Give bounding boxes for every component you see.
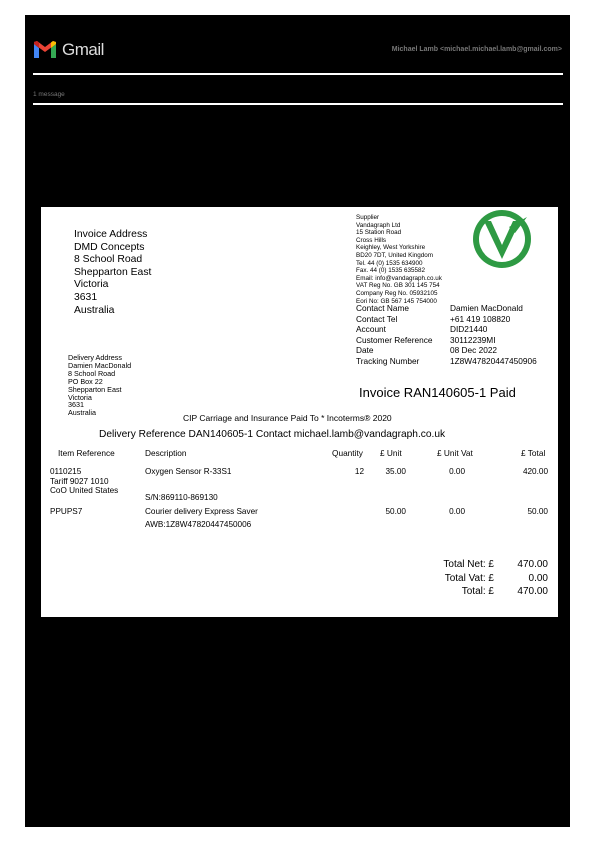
delivery-line: 3631 bbox=[68, 400, 84, 410]
supplier-line: Vandagraph Ltd bbox=[356, 221, 401, 229]
supplier-line: Email: info@vandagraph.co.uk bbox=[356, 274, 442, 282]
detail-value: DID21440 bbox=[450, 324, 488, 335]
supplier-line: Eori No: GB 567 145 754000 bbox=[356, 297, 437, 305]
delivery-line: 8 School Road bbox=[68, 368, 116, 378]
item-unit-vat: 0.00 bbox=[449, 507, 465, 516]
total-net-label: Total Net: £ bbox=[443, 559, 494, 570]
total-vat-value: 0.00 bbox=[528, 572, 548, 584]
delivery-line: PO Box 22 bbox=[68, 376, 103, 386]
vandagraph-logo-icon bbox=[471, 207, 533, 272]
detail-value: Damien MacDonald bbox=[450, 303, 523, 313]
supplier-line: Fax. 44 (0) 1535 635582 bbox=[356, 267, 425, 275]
total-vat-label: Total Vat: £ bbox=[444, 572, 494, 584]
item-serial: S/N:869110-869130 bbox=[145, 493, 218, 502]
item-total: 420.00 bbox=[522, 467, 548, 476]
totals-labels bbox=[443, 558, 494, 599]
totals-values bbox=[517, 558, 548, 599]
detail-value: 30112239MI bbox=[450, 334, 496, 345]
detail-label: Date bbox=[356, 345, 374, 356]
detail-value: +61 419 108820 bbox=[450, 313, 511, 324]
col-header-total: £ Total bbox=[521, 448, 546, 458]
supplier-block bbox=[356, 214, 442, 305]
col-header-description: Description bbox=[145, 448, 187, 458]
details-labels bbox=[356, 303, 433, 367]
message-count: 1 message bbox=[33, 91, 65, 98]
supplier-line: Cross Hills bbox=[356, 236, 387, 244]
item-quantity: 12 bbox=[354, 467, 364, 476]
delivery-line: Shepparton East bbox=[68, 384, 122, 394]
invoice-document bbox=[41, 207, 558, 617]
invoice-title: Invoice RAN140605-1 Paid bbox=[359, 385, 516, 400]
header-divider bbox=[33, 73, 563, 75]
bill-line: DMD Concepts bbox=[74, 241, 145, 253]
supplier-line: Tel. 44 (0) 1535 634900 bbox=[356, 259, 423, 267]
detail-value: 1Z8W47820447450906 bbox=[450, 355, 537, 366]
col-header-item-ref: Item Reference bbox=[58, 448, 115, 458]
total-net-value: 470.00 bbox=[517, 559, 548, 570]
item-tariff: Tariff 9027 1010 bbox=[50, 476, 109, 486]
invoice-address-block bbox=[74, 229, 151, 317]
detail-label: Account bbox=[356, 324, 386, 335]
bill-line: Shepparton East bbox=[74, 266, 152, 278]
bill-line: Victoria bbox=[74, 279, 109, 291]
gmail-wordmark: Gmail bbox=[62, 40, 104, 59]
supplier-line: Company Reg No. 05932105 bbox=[356, 289, 438, 297]
subject-divider bbox=[33, 103, 563, 105]
grand-total-value: 470.00 bbox=[517, 586, 548, 597]
gmail-m-icon bbox=[33, 40, 57, 60]
delivery-line: Victoria bbox=[68, 392, 92, 402]
col-header-quantity: Quantity bbox=[332, 448, 363, 458]
item-origin: CoO United States bbox=[50, 486, 119, 495]
supplier-line: Supplier bbox=[356, 214, 380, 221]
supplier-line: Keighley, West Yorkshire bbox=[356, 244, 426, 252]
incoterms-line: CIP Carriage and Insurance Paid To * Incoterms® 2020 bbox=[183, 413, 392, 423]
item-unit-vat: 0.00 bbox=[449, 467, 465, 476]
item-unit-price: 35.00 bbox=[385, 467, 406, 476]
col-header-unit: £ Unit bbox=[380, 448, 402, 458]
detail-label: Contact Tel bbox=[356, 313, 398, 324]
detail-label: Customer Reference bbox=[356, 334, 433, 345]
detail-value: 08 Dec 2022 bbox=[450, 345, 498, 356]
item-description: Oxygen Sensor R-33S1 bbox=[145, 467, 232, 476]
item-awb: AWB:1Z8W47820447450006 bbox=[145, 520, 252, 529]
item-total: 50.00 bbox=[527, 507, 548, 516]
delivery-reference: Delivery Reference DAN140605-1 Contact michael.lamb@vandagraph.co.uk bbox=[99, 429, 446, 440]
item-unit-price: 50.00 bbox=[385, 507, 406, 516]
delivery-line: Damien MacDonald bbox=[68, 360, 132, 370]
table-row-ref bbox=[50, 467, 118, 496]
supplier-line: 15 Station Road bbox=[356, 229, 402, 237]
supplier-line: VAT Reg No. GB 301 145 754 bbox=[356, 282, 440, 290]
bill-line: 8 School Road bbox=[74, 254, 143, 266]
item-description: Courier delivery Express Saver bbox=[145, 507, 258, 516]
supplier-line: BD20 7DT, United Kingdom bbox=[356, 251, 434, 259]
delivery-line: Delivery Address bbox=[68, 353, 122, 362]
detail-label: Tracking Number bbox=[356, 355, 420, 366]
item-ref: PPUPS7 bbox=[50, 507, 83, 516]
sender-header: Michael Lamb <michael.michael.lamb@gmail.com> bbox=[391, 46, 562, 53]
item-ref: 0110215 bbox=[50, 467, 82, 476]
details-values bbox=[450, 303, 537, 367]
bill-line: Australia bbox=[74, 304, 115, 316]
col-header-unit-vat: £ Unit Vat bbox=[437, 448, 473, 458]
grand-total-label: Total: £ bbox=[461, 586, 494, 597]
bill-line: 3631 bbox=[74, 291, 98, 303]
delivery-address-block bbox=[68, 354, 131, 417]
bill-line: Invoice Address bbox=[74, 229, 148, 240]
delivery-line: Australia bbox=[68, 408, 96, 418]
detail-label: Contact Name bbox=[356, 303, 410, 313]
